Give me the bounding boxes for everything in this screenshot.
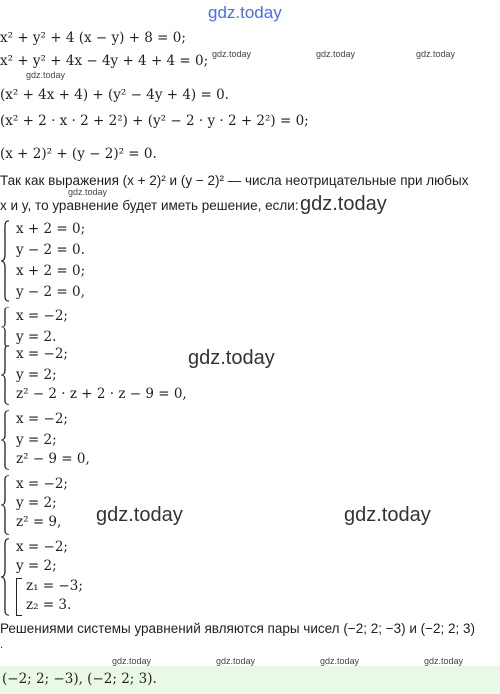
watermark-small: gdz.today [216,656,256,666]
system-row: z₁ = −3; [26,578,83,594]
watermark-small: gdz.today [68,187,108,197]
system-row: y = 2; [16,495,57,511]
watermark-top: gdz.today [208,3,282,22]
equation-line-4: (x² + 2 · x · 2 + 2²) + (y² − 2 · y · 2 + 2²) = 0; [0,113,309,129]
watermark-large: gdz.today [188,347,275,369]
system-row: x = −2; [16,476,68,492]
watermark-small: gdz.today [316,49,356,59]
final-answer: (−2; 2; −3), (−2; 2; 3). [2,671,157,687]
brace-icon [0,475,10,535]
brace-icon [0,345,10,405]
equation-line-2: x² + y² + 4x − 4y + 4 + 4 = 0; [0,53,209,69]
sentence-period: . [0,639,4,651]
square-bracket-icon [16,578,22,616]
system-2 [0,307,200,347]
system-row: x + 2 = 0; [16,221,86,237]
watermark-small: gdz.today [26,70,66,80]
watermark-small: gdz.today [416,49,456,59]
system-row: z² − 2 · z + 2 · z − 9 = 0, [16,386,187,402]
brace-icon [0,220,10,302]
watermark-large: gdz.today [300,193,387,215]
system-row: y − 2 = 0. [16,242,85,258]
watermark-small: gdz.today [424,656,464,666]
watermark-small: gdz.today [212,49,252,59]
system-row: x + 2 = 0; [16,263,86,279]
solutions-sentence: Решениями системы уравнений являются пары чисел (−2; 2; −3) и (−2; 2; 3) [0,621,476,636]
system-row: x = −2; [16,308,68,324]
system-6 [0,538,200,616]
equation-line-1: x² + y² + 4 (x − y) + 8 = 0; [0,30,186,46]
system-1 [0,220,200,302]
system-5 [0,475,200,535]
watermark-small: gdz.today [112,656,152,666]
system-row: y = 2; [16,432,57,448]
system-row: x = −2; [16,411,68,427]
system-row: y = 2; [16,558,57,574]
explanation-line-2: x и y, то уравнение будет иметь решение, если: [0,198,299,213]
watermark-large: gdz.today [96,504,183,526]
equation-line-5: (x + 2)² + (y − 2)² = 0. [0,146,157,162]
watermark-small: gdz.today [320,656,360,666]
brace-icon [0,538,10,616]
explanation-line-1: Так как выражения (x + 2)² и (y − 2)² — числа неотрицательные при любых [0,173,469,188]
system-row: z₂ = 3. [26,597,72,613]
brace-icon [0,307,10,347]
equation-line-3: (x² + 4x + 4) + (y² − 4y + 4) = 0. [0,87,229,103]
system-row: y = 2. [16,329,57,345]
system-row: z² = 9, [16,514,62,530]
brace-icon [0,410,10,470]
system-row: x = −2; [16,539,68,555]
system-row: y = 2; [16,367,57,383]
system-4 [0,410,200,470]
system-3 [0,345,260,405]
system-row: z² − 9 = 0, [16,451,90,467]
watermark-large: gdz.today [344,504,431,526]
system-row: y − 2 = 0, [16,284,85,300]
system-row: x = −2; [16,346,68,362]
